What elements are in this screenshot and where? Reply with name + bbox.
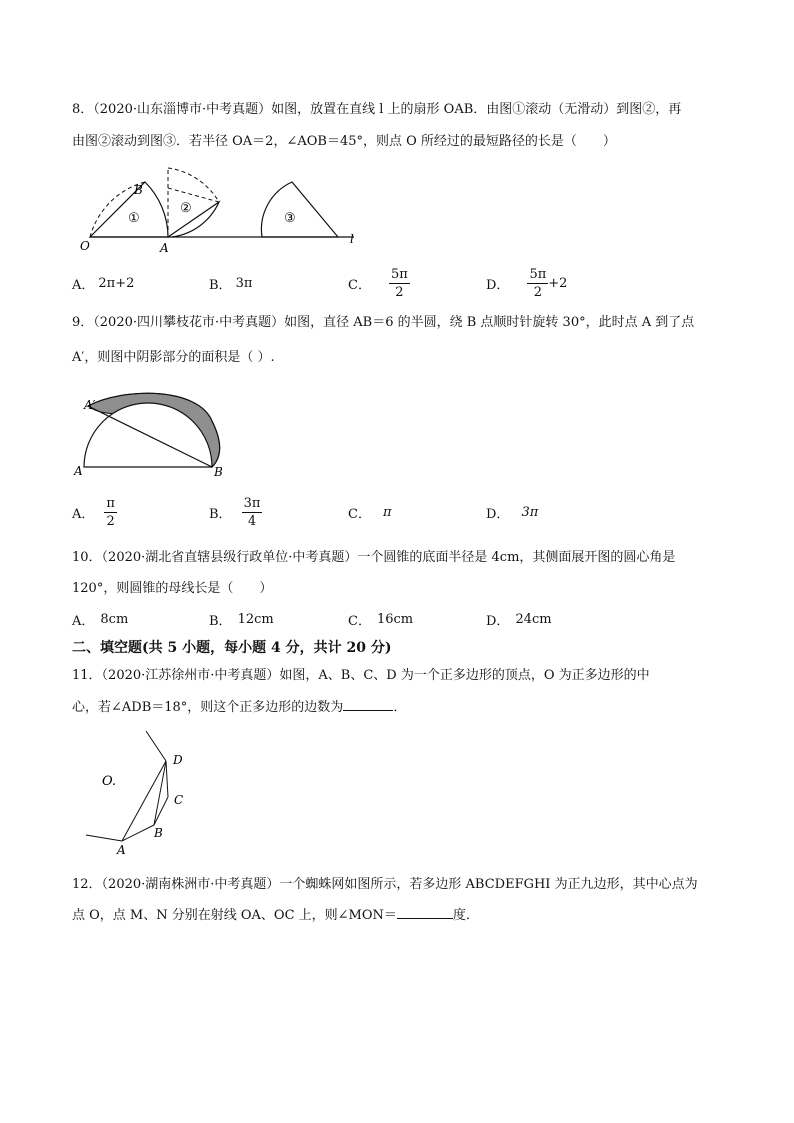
q8-stem-line1: 8．（2020·山东淄博市·中考真题）如图，放置在直线 l 上的扇形 OAB．由图①滚动（无滑动）到图②，再 — [72, 102, 682, 117]
segment-bd — [154, 761, 166, 825]
q10-option-d[interactable] — [486, 601, 552, 637]
q9-option-b[interactable] — [209, 492, 262, 532]
q10-option-b[interactable] — [209, 601, 274, 637]
q8-option-c-fraction — [389, 267, 410, 300]
q8-option-c-denominator: 2 — [395, 284, 404, 300]
q9-option-b-numerator: 3π — [243, 495, 261, 511]
q10-option-c-text: 16cm — [376, 611, 414, 627]
q8-dashed-arc-2 — [168, 168, 219, 202]
q9-option-d-letter: D． — [486, 506, 510, 522]
label-fig3: ③ — [284, 211, 296, 226]
q8-option-c-numerator: 5π — [390, 266, 408, 282]
q8-option-a-text: 2π+2 — [98, 275, 135, 291]
q10-option-d-letter: D． — [486, 613, 510, 629]
label-A: A — [160, 241, 169, 255]
q10-option-c-letter: C． — [348, 613, 371, 629]
q9-option-c-letter: C． — [348, 506, 371, 522]
polygon-edge-2 — [146, 731, 166, 761]
q10-option-a-letter: A． — [72, 613, 95, 629]
label-A-prime: A′ — [84, 398, 96, 412]
label-B: B — [214, 465, 223, 479]
label-fig2: ② — [180, 201, 192, 216]
label-O: O — [80, 239, 90, 253]
q11-stem-line2 — [72, 698, 406, 717]
q8-options — [72, 263, 722, 303]
q12-stem-text: 点 O，点 M、N 分别在射线 OA、OC 上，则∠MON＝ — [72, 908, 397, 923]
q10-option-c[interactable] — [348, 601, 413, 637]
label-D: D — [173, 753, 183, 767]
q11-answer-blank[interactable] — [343, 698, 393, 711]
polygon-edge-1 — [86, 835, 122, 841]
polygon-edge-cd — [166, 761, 168, 797]
q12-stem-end: 度． — [452, 908, 479, 923]
label-C: C — [174, 793, 184, 807]
sector-3 — [261, 182, 338, 237]
q8-option-d-fraction — [527, 267, 548, 300]
label-l: l — [350, 232, 354, 246]
q11-stem-line1: 11．（2020·江苏徐州市·中考真题）如图，A、B、C、D 为一个正多边形的顶点，O 为正多边形的中 — [72, 668, 650, 683]
q8-option-a-letter: A． — [72, 277, 95, 293]
q9-option-b-denominator: 4 — [247, 513, 257, 529]
label-O: O. — [102, 774, 117, 789]
q10-option-b-letter: B． — [209, 613, 232, 629]
q9-option-a-letter: A． — [72, 506, 95, 522]
q9-options — [72, 492, 722, 532]
sector-2 — [168, 202, 219, 237]
q12-answer-blank[interactable] — [397, 906, 453, 919]
q9-option-c[interactable] — [348, 492, 392, 532]
label-A: A — [117, 843, 126, 857]
q12-stem-line2 — [72, 906, 479, 925]
q8-option-b[interactable] — [209, 263, 252, 303]
q8-option-c-letter: C． — [348, 277, 371, 293]
section-heading-fill-in: 二、填空题(共 5 小题，每小题 4 分，共计 20 分) — [72, 640, 392, 656]
q8-option-d-numerator: 5π — [529, 266, 547, 282]
q9-option-a-denominator: 2 — [106, 513, 115, 529]
q8-option-a[interactable] — [72, 263, 134, 303]
q9-option-a-numerator: π — [106, 495, 115, 511]
q9-stem-line2: A′，则图中阴影部分的面积是（ ）. — [72, 350, 275, 365]
label-fig1: ① — [128, 211, 140, 226]
q9-figure — [72, 385, 232, 480]
q11-stem-end: ． — [393, 700, 407, 715]
label-A: A — [74, 464, 83, 478]
q10-option-d-text: 24cm — [515, 611, 552, 627]
q8-option-d-tail: +2 — [548, 275, 568, 291]
q8-stem-line2: 由图②滚动到图③．若半径 OA＝2，∠AOB＝45°，则点 O 所经过的最短路径的长是（ ） — [72, 134, 616, 149]
q10-option-b-text: 12cm — [237, 611, 274, 627]
q9-option-b-letter: B． — [209, 506, 232, 522]
q8-option-d-denominator: 2 — [533, 284, 542, 300]
q11-figure — [80, 727, 210, 857]
q10-option-a[interactable] — [72, 601, 128, 637]
q10-option-a-text: 8cm — [100, 611, 129, 627]
q10-options — [72, 601, 722, 637]
q8-option-b-letter: B． — [209, 277, 232, 293]
q12-stem-line1: 12．（2020·湖南株洲市·中考真题）一个蜘蛛网如图所示，若多边形 ABCDEFGHI 为正九边形，其中心点为 — [72, 877, 698, 892]
q8-option-d[interactable] — [486, 263, 567, 303]
q9-option-c-text: π — [382, 504, 392, 520]
label-B: B — [134, 183, 143, 197]
q10-stem-line2: 120°，则圆锥的母线长是（ ） — [72, 581, 273, 596]
q8-option-b-text: 3π — [235, 275, 253, 291]
q11-stem-text: 心，若∠ADB＝18°，则这个正多边形的边数为 — [72, 700, 344, 715]
q8-option-d-letter: D． — [486, 277, 510, 293]
q9-option-b-fraction — [242, 496, 263, 529]
sector-1 — [90, 182, 168, 237]
q9-option-a[interactable] — [72, 492, 117, 532]
q9-stem-line1: 9．（2020·四川攀枝花市·中考真题）如图，直径 AB＝6 的半圆，绕 B 点顺时针旋转 30°，此时点 A 到了点 — [72, 315, 695, 330]
q9-option-d[interactable] — [486, 492, 538, 532]
q8-figure — [72, 160, 372, 255]
q9-option-a-fraction — [104, 496, 117, 529]
label-B: B — [154, 826, 163, 840]
polygon-edge-bc — [154, 797, 168, 825]
q9-option-d-text: 3π — [521, 504, 539, 520]
q8-option-c[interactable] — [348, 263, 410, 303]
q10-stem-line1: 10．（2020·湖北省直辖县级行政单位·中考真题）一个圆锥的底面半径是 4cm，其侧面展开图的圆心角是 — [72, 550, 676, 565]
